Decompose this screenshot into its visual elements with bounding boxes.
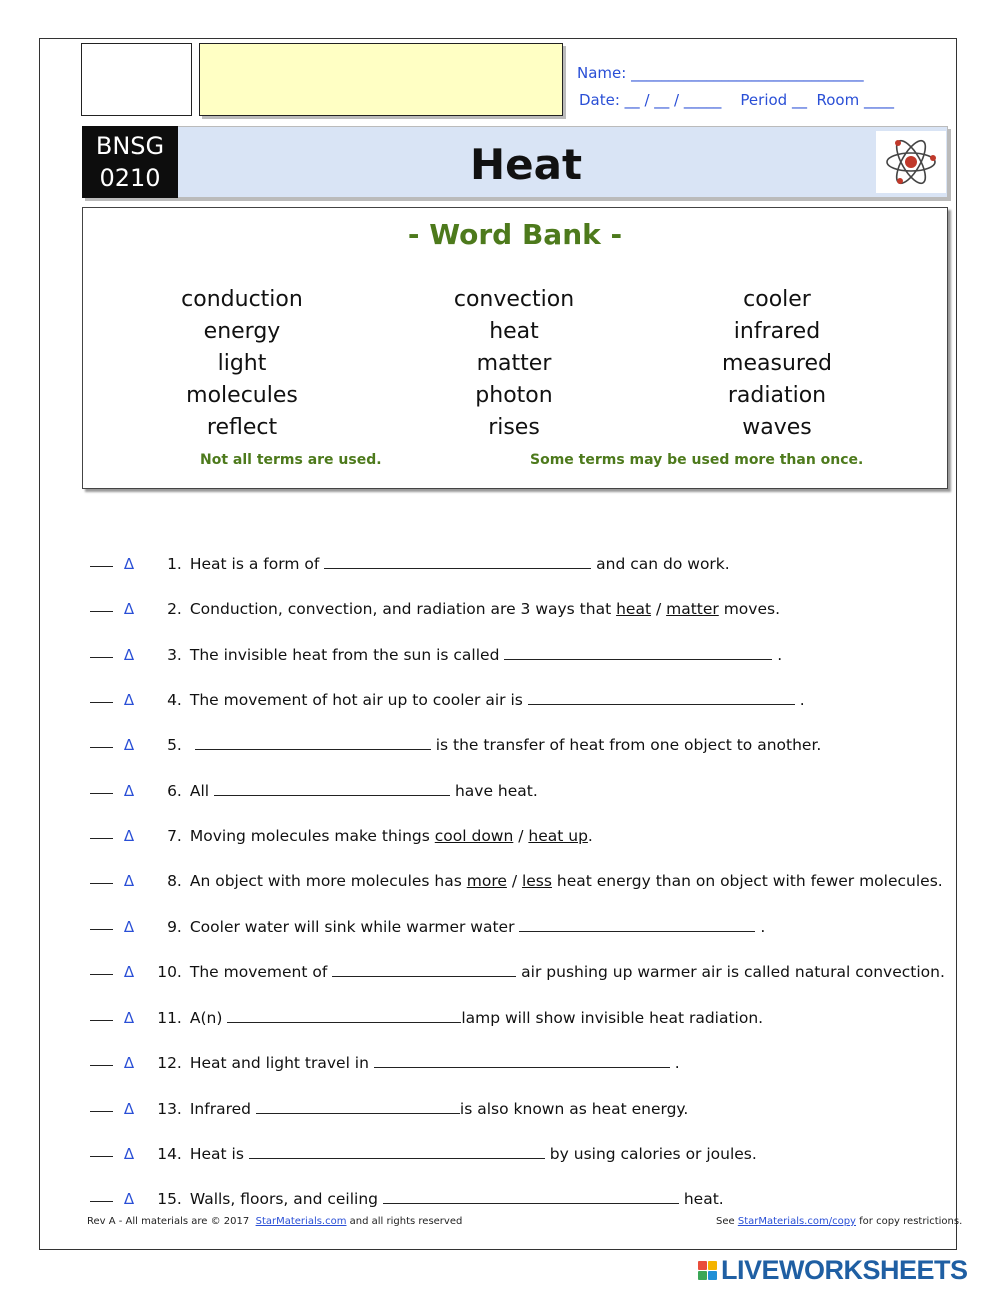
question-text: The movement of hot air up to cooler air is <box>189 691 528 709</box>
question-3 <box>80 621 783 664</box>
score-blank[interactable] <box>90 1006 113 1021</box>
word-bank <box>82 207 948 489</box>
triangle-icon: Δ <box>123 736 135 754</box>
word-bank-note-left: Not all terms are used. <box>200 452 382 468</box>
footer-link[interactable]: StarMaterials.com <box>255 1216 347 1227</box>
triangle-icon: Δ <box>123 1054 135 1072</box>
liveworksheets-icon <box>698 1261 717 1280</box>
question-text: Conduction, convection, and radiation are 3 ways that <box>189 600 617 618</box>
date-period-room-line[interactable]: Date: __ / __ / _____ Period __ Room ____ <box>579 91 894 109</box>
triangle-icon: Δ <box>123 691 135 709</box>
score-blank[interactable] <box>90 552 113 567</box>
worksheet-code <box>82 126 178 198</box>
question-2 <box>80 575 781 618</box>
choice-option[interactable]: less <box>521 872 552 890</box>
question-text: Heat and light travel in <box>189 1054 374 1072</box>
question-text: and can do work. <box>591 555 730 573</box>
triangle-icon: Δ <box>123 827 135 845</box>
word-bank-term: reflect <box>206 415 278 440</box>
triangle-icon: Δ <box>123 963 135 981</box>
question-number: 13. <box>157 1100 182 1118</box>
question-number: 4. <box>167 691 182 709</box>
question-text: An object with more molecules has <box>189 872 467 890</box>
footer-text: and all rights reserved <box>346 1216 463 1227</box>
question-number: 8. <box>167 872 182 890</box>
question-8 <box>80 847 943 890</box>
question-4 <box>80 666 805 709</box>
word-bank-term: rises <box>488 415 540 440</box>
choice-separator: / <box>651 600 667 618</box>
triangle-icon: Δ <box>123 1009 135 1027</box>
question-number: 7. <box>167 827 182 845</box>
liveworksheets-wordmark: LIVEWORKSHEETS <box>721 1254 968 1285</box>
answer-blank[interactable] <box>214 779 450 796</box>
score-blank[interactable] <box>90 779 113 794</box>
question-text: Infrared <box>189 1100 256 1118</box>
triangle-icon: Δ <box>123 1100 135 1118</box>
question-1 <box>80 530 730 573</box>
answer-blank[interactable] <box>332 960 516 977</box>
question-number: 11. <box>157 1009 182 1027</box>
question-text: heat. <box>678 1190 724 1208</box>
question-text: . <box>794 691 805 709</box>
score-blank[interactable] <box>90 597 113 612</box>
word-bank-term: light <box>217 351 267 376</box>
word-bank-term: conduction <box>181 287 303 312</box>
triangle-icon: Δ <box>123 1145 135 1163</box>
logo-square <box>708 1271 717 1280</box>
question-text: . <box>669 1054 680 1072</box>
choice-option[interactable]: matter <box>666 600 719 618</box>
question-number: 1. <box>167 555 182 573</box>
word-bank-term: convection <box>453 287 575 312</box>
question-text: heat energy than on object with fewer molecules. <box>551 872 943 890</box>
name-blank[interactable]: _______________________________ <box>631 64 864 82</box>
answer-blank[interactable] <box>324 552 591 569</box>
question-9 <box>80 893 766 936</box>
question-text: Walls, floors, and ceiling <box>189 1190 383 1208</box>
question-text: is also known as heat energy. <box>459 1100 689 1118</box>
word-bank-term: measured <box>722 351 832 376</box>
answer-blank[interactable] <box>383 1187 679 1204</box>
triangle-icon: Δ <box>123 600 135 618</box>
answer-blank[interactable] <box>504 643 772 660</box>
question-7 <box>80 802 593 845</box>
answer-blank[interactable] <box>249 1142 545 1159</box>
score-blank[interactable] <box>90 733 113 748</box>
question-text: Cooler water will sink while warmer water <box>189 918 520 936</box>
question-text: moves. <box>718 600 781 618</box>
liveworksheets-logo[interactable] <box>698 1255 968 1285</box>
word-bank-term: cooler <box>743 287 811 312</box>
word-bank-column-3 <box>662 284 892 444</box>
word-bank-term: radiation <box>727 383 827 408</box>
code-line-1: BNSG <box>95 132 165 160</box>
question-text: is the transfer of heat from one object to another. <box>430 736 822 754</box>
word-bank-term: infrared <box>733 319 821 344</box>
triangle-icon: Δ <box>123 782 135 800</box>
question-text: All <box>189 782 215 800</box>
question-13 <box>80 1075 689 1118</box>
name-label: Name: <box>577 64 627 82</box>
question-text: The invisible heat from the sun is called <box>189 646 505 664</box>
word-bank-note-right: Some terms may be used more than once. <box>530 452 864 468</box>
question-number: 3. <box>167 646 182 664</box>
word-bank-term: matter <box>476 351 552 376</box>
question-number: 10. <box>157 963 182 981</box>
word-bank-title: - Word Bank - <box>407 218 623 251</box>
question-number: 2. <box>167 600 182 618</box>
word-bank-column-1 <box>127 284 357 444</box>
question-6 <box>80 757 538 800</box>
question-14 <box>80 1120 757 1163</box>
answer-blank[interactable] <box>519 915 755 932</box>
logo-square <box>698 1261 707 1270</box>
triangle-icon: Δ <box>123 1190 135 1208</box>
choice-option[interactable]: cool down <box>434 827 514 845</box>
word-bank-term: energy <box>203 319 281 344</box>
word-bank-column-2 <box>399 284 629 444</box>
logo-square <box>708 1261 717 1270</box>
logo-square <box>698 1271 707 1280</box>
answer-blank[interactable] <box>374 1051 670 1068</box>
triangle-icon: Δ <box>123 646 135 664</box>
question-number: 9. <box>167 918 182 936</box>
question-number: 15. <box>157 1190 182 1208</box>
footer-copyright <box>87 1216 462 1227</box>
question-text: Moving molecules make things <box>189 827 435 845</box>
choice-separator: / <box>506 872 522 890</box>
score-blank[interactable] <box>90 1097 113 1112</box>
score-blank[interactable] <box>90 643 113 658</box>
choice-option[interactable]: more <box>466 872 507 890</box>
triangle-icon: Δ <box>123 918 135 936</box>
question-number: 6. <box>167 782 182 800</box>
answer-blank[interactable] <box>227 1006 461 1023</box>
question-number: 5. <box>167 736 182 754</box>
question-number: 12. <box>157 1054 182 1072</box>
score-blank[interactable] <box>90 1051 113 1066</box>
name-line <box>577 64 864 82</box>
question-text: . <box>772 646 783 664</box>
code-line-2: 0210 <box>99 164 161 192</box>
question-text: . <box>755 918 766 936</box>
score-blank[interactable] <box>90 869 113 884</box>
question-11 <box>80 984 764 1027</box>
footer-copy-restrictions <box>716 1216 962 1227</box>
choice-option[interactable]: heat up <box>528 827 588 845</box>
question-10 <box>80 938 945 981</box>
triangle-icon: Δ <box>123 555 135 573</box>
answer-blank[interactable] <box>528 688 795 705</box>
score-blank[interactable] <box>90 1187 113 1202</box>
score-blank[interactable] <box>90 824 113 839</box>
word-bank-term: heat <box>489 319 539 344</box>
question-text: The movement of <box>189 963 333 981</box>
question-text: have heat. <box>450 782 538 800</box>
word-bank-term: molecules <box>186 383 298 408</box>
answer-blank[interactable] <box>195 733 431 750</box>
score-blank[interactable] <box>90 688 113 703</box>
question-text: . <box>587 827 593 845</box>
choice-option[interactable]: heat <box>616 600 652 618</box>
logo-placeholder-box <box>81 43 192 116</box>
footer-link[interactable]: StarMaterials.com/copy <box>737 1216 856 1227</box>
atom-icon <box>876 131 946 193</box>
question-15 <box>80 1165 724 1208</box>
choice-separator: / <box>513 827 529 845</box>
question-number: 14. <box>157 1145 182 1163</box>
score-blank[interactable] <box>90 1142 113 1157</box>
answer-blank[interactable] <box>256 1097 460 1114</box>
score-blank[interactable] <box>90 915 113 930</box>
footer-text: for copy restrictions. <box>855 1216 963 1227</box>
word-bank-term: waves <box>742 415 812 440</box>
question-text: A(n) <box>189 1009 228 1027</box>
question-text: Heat is <box>189 1145 249 1163</box>
yellow-note-box <box>199 43 563 116</box>
question-text: air pushing up warmer air is called natural convection. <box>516 963 945 981</box>
footer-text: Rev A - All materials are © 2017 <box>87 1216 256 1227</box>
question-5 <box>80 711 822 754</box>
question-text: by using calories or joules. <box>544 1145 757 1163</box>
question-text: lamp will show invisible heat radiation. <box>461 1009 764 1027</box>
question-12 <box>80 1029 680 1072</box>
question-text: Heat is a form of <box>189 555 325 573</box>
footer-text: See <box>716 1216 738 1227</box>
word-bank-term: photon <box>475 383 553 408</box>
score-blank[interactable] <box>90 960 113 975</box>
page-title: Heat <box>469 140 583 189</box>
triangle-icon: Δ <box>123 872 135 890</box>
